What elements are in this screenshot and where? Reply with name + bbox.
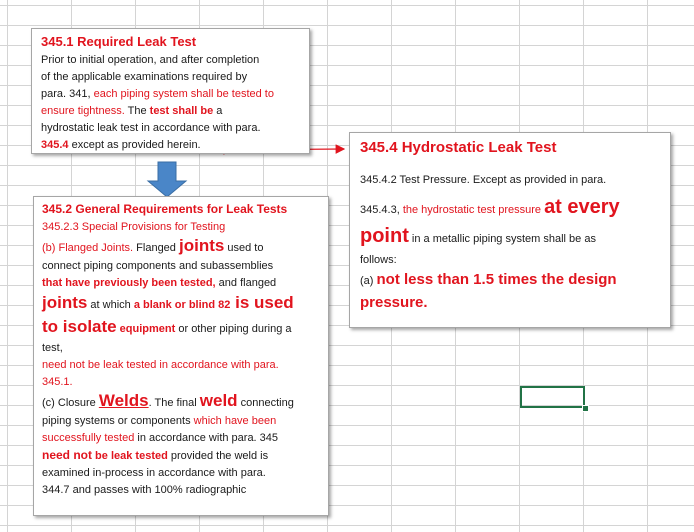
line: of the applicable examinations required by bbox=[41, 71, 248, 83]
line: piping systems or components which have been bbox=[42, 415, 277, 427]
line: pressure. bbox=[360, 294, 428, 311]
line: (c) Closure Welds. The final weld connecting bbox=[42, 391, 294, 410]
line: 345.1. bbox=[42, 376, 73, 388]
line: follows: bbox=[360, 254, 397, 266]
line: Prior to initial operation, and after completion bbox=[41, 54, 260, 66]
line: connect piping components and subassemblies bbox=[42, 260, 274, 272]
line: examined in-process in accordance with para. bbox=[42, 467, 266, 479]
line: 345.4.2 Test Pressure. Except as provided in para. bbox=[360, 174, 607, 186]
line: need not be leak tested in accordance with para. bbox=[42, 359, 279, 371]
fill-handle[interactable] bbox=[582, 405, 589, 412]
line: successfully tested in accordance with para. 345 bbox=[42, 432, 279, 444]
line: hydrostatic leak test in accordance with para. bbox=[41, 122, 261, 134]
line: (b) Flanged Joints. Flanged joints used to bbox=[42, 236, 264, 255]
line: to isolate equipment or other piping during a bbox=[42, 317, 292, 336]
line: para. 341, each piping system shall be tested to bbox=[41, 88, 274, 100]
heading-345-4: 345.4 Hydrostatic Leak Test bbox=[360, 139, 557, 156]
line: (a) not less than 1.5 times the design bbox=[360, 271, 617, 288]
line: that have previously been tested, and flanged bbox=[42, 277, 277, 289]
line: point in a metallic piping system shall be as bbox=[360, 225, 596, 247]
line: need not be leak tested provided the weld is bbox=[42, 448, 269, 462]
down-arrow-icon bbox=[148, 162, 186, 197]
selected-cell[interactable] bbox=[520, 386, 585, 408]
heading-345-2: 345.2 General Requirements for Leak Tests bbox=[42, 202, 288, 216]
subheading-345-2-3: 345.2.3 Special Provisions for Testing bbox=[42, 221, 226, 233]
line: test, bbox=[42, 342, 63, 354]
heading-345-1: 345.1 Required Leak Test bbox=[41, 34, 197, 49]
line: 344.7 and passes with 100% radiographic bbox=[42, 484, 247, 496]
textbox-hydrostatic-leak-test[interactable] bbox=[349, 132, 671, 328]
textbox-general-requirements[interactable] bbox=[33, 196, 329, 516]
line: 345.4 except as provided herein. bbox=[41, 139, 201, 151]
line: ensure tightness. The test shall be a bbox=[41, 105, 223, 117]
line: 345.4.3, the hydrostatic test pressure at every bbox=[360, 196, 620, 218]
textbox-required-leak-test[interactable] bbox=[31, 28, 310, 154]
line: joints at which a blank or blind 82 is used bbox=[42, 293, 294, 312]
